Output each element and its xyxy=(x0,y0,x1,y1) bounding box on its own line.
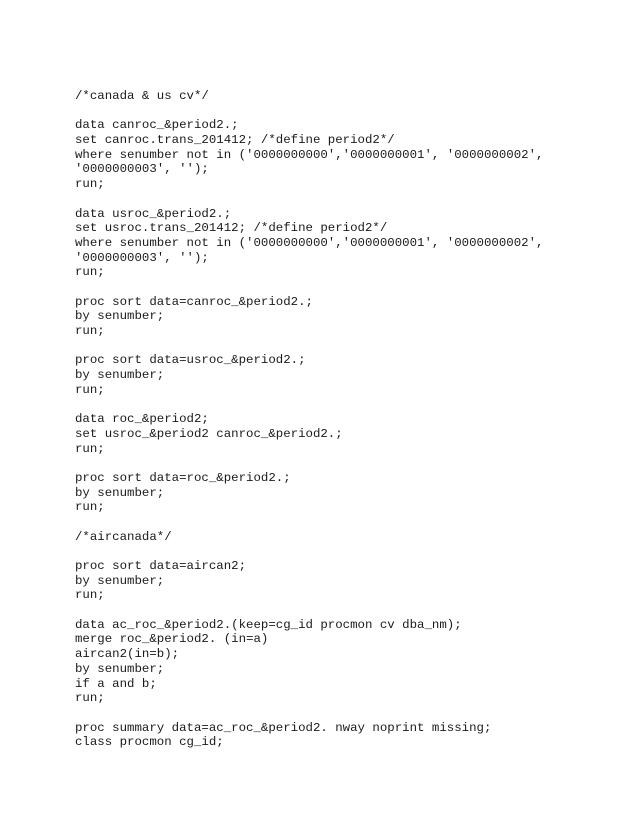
code-line: proc sort data=usroc_&period2.; xyxy=(75,353,306,368)
code-line: run; xyxy=(75,691,105,706)
blank-line xyxy=(75,544,630,559)
code-line: run; xyxy=(75,500,105,515)
code-line: data canroc_&period2.; xyxy=(75,118,239,133)
code-line: class procmon cg_id; xyxy=(75,735,224,750)
code-line: where senumber not in ('0000000000','0000000001', '0000000002', xyxy=(75,147,544,162)
code-block xyxy=(75,89,630,750)
code-line: data usroc_&period2.; xyxy=(75,206,232,221)
blank-line xyxy=(75,280,630,295)
blank-line xyxy=(75,515,630,530)
code-line: by senumber; xyxy=(75,485,165,500)
code-line: by senumber; xyxy=(75,309,165,324)
code-line: '0000000003', ''); xyxy=(75,250,209,265)
blank-line xyxy=(75,192,630,207)
blank-line xyxy=(75,339,630,354)
blank-line xyxy=(75,706,630,721)
code-line: /*canada & us cv*/ xyxy=(75,89,209,103)
code-line: where senumber not in ('0000000000','0000000001', '0000000002', xyxy=(75,235,544,250)
code-line: proc sort data=roc_&period2.; xyxy=(75,470,291,485)
blank-line xyxy=(75,104,630,119)
code-line: proc sort data=aircan2; xyxy=(75,559,247,573)
code-line: /*aircanada*/ xyxy=(75,529,172,544)
code-line: '0000000003', ''); xyxy=(75,162,209,177)
blank-line xyxy=(75,456,630,471)
code-line: run; xyxy=(75,324,105,338)
code-line: if a and b; xyxy=(75,676,157,691)
code-line: set usroc_&period2 canroc_&period2.; xyxy=(75,426,343,441)
code-line: run; xyxy=(75,265,105,280)
code-line: by senumber; xyxy=(75,368,165,383)
code-line: by senumber; xyxy=(75,573,165,588)
code-line: merge roc_&period2. (in=a) xyxy=(75,632,269,647)
blank-line xyxy=(75,603,630,618)
code-line: run; xyxy=(75,382,105,397)
code-line: set canroc.trans_201412; /*define period2*/ xyxy=(75,133,395,148)
code-line: proc summary data=ac_roc_&period2. nway noprint missing; xyxy=(75,720,492,735)
code-line: proc sort data=canroc_&period2.; xyxy=(75,294,313,309)
blank-line xyxy=(75,397,630,412)
code-line: run; xyxy=(75,177,105,192)
code-line: set usroc.trans_201412; /*define period2*/ xyxy=(75,221,388,236)
code-line: data roc_&period2; xyxy=(75,412,209,427)
code-line: run; xyxy=(75,441,105,456)
code-line: data ac_roc_&period2.(keep=cg_id procmon cv dba_nm); xyxy=(75,617,462,632)
code-line: by senumber; xyxy=(75,661,165,676)
code-line: run; xyxy=(75,588,105,603)
code-line: aircan2(in=b); xyxy=(75,647,180,662)
